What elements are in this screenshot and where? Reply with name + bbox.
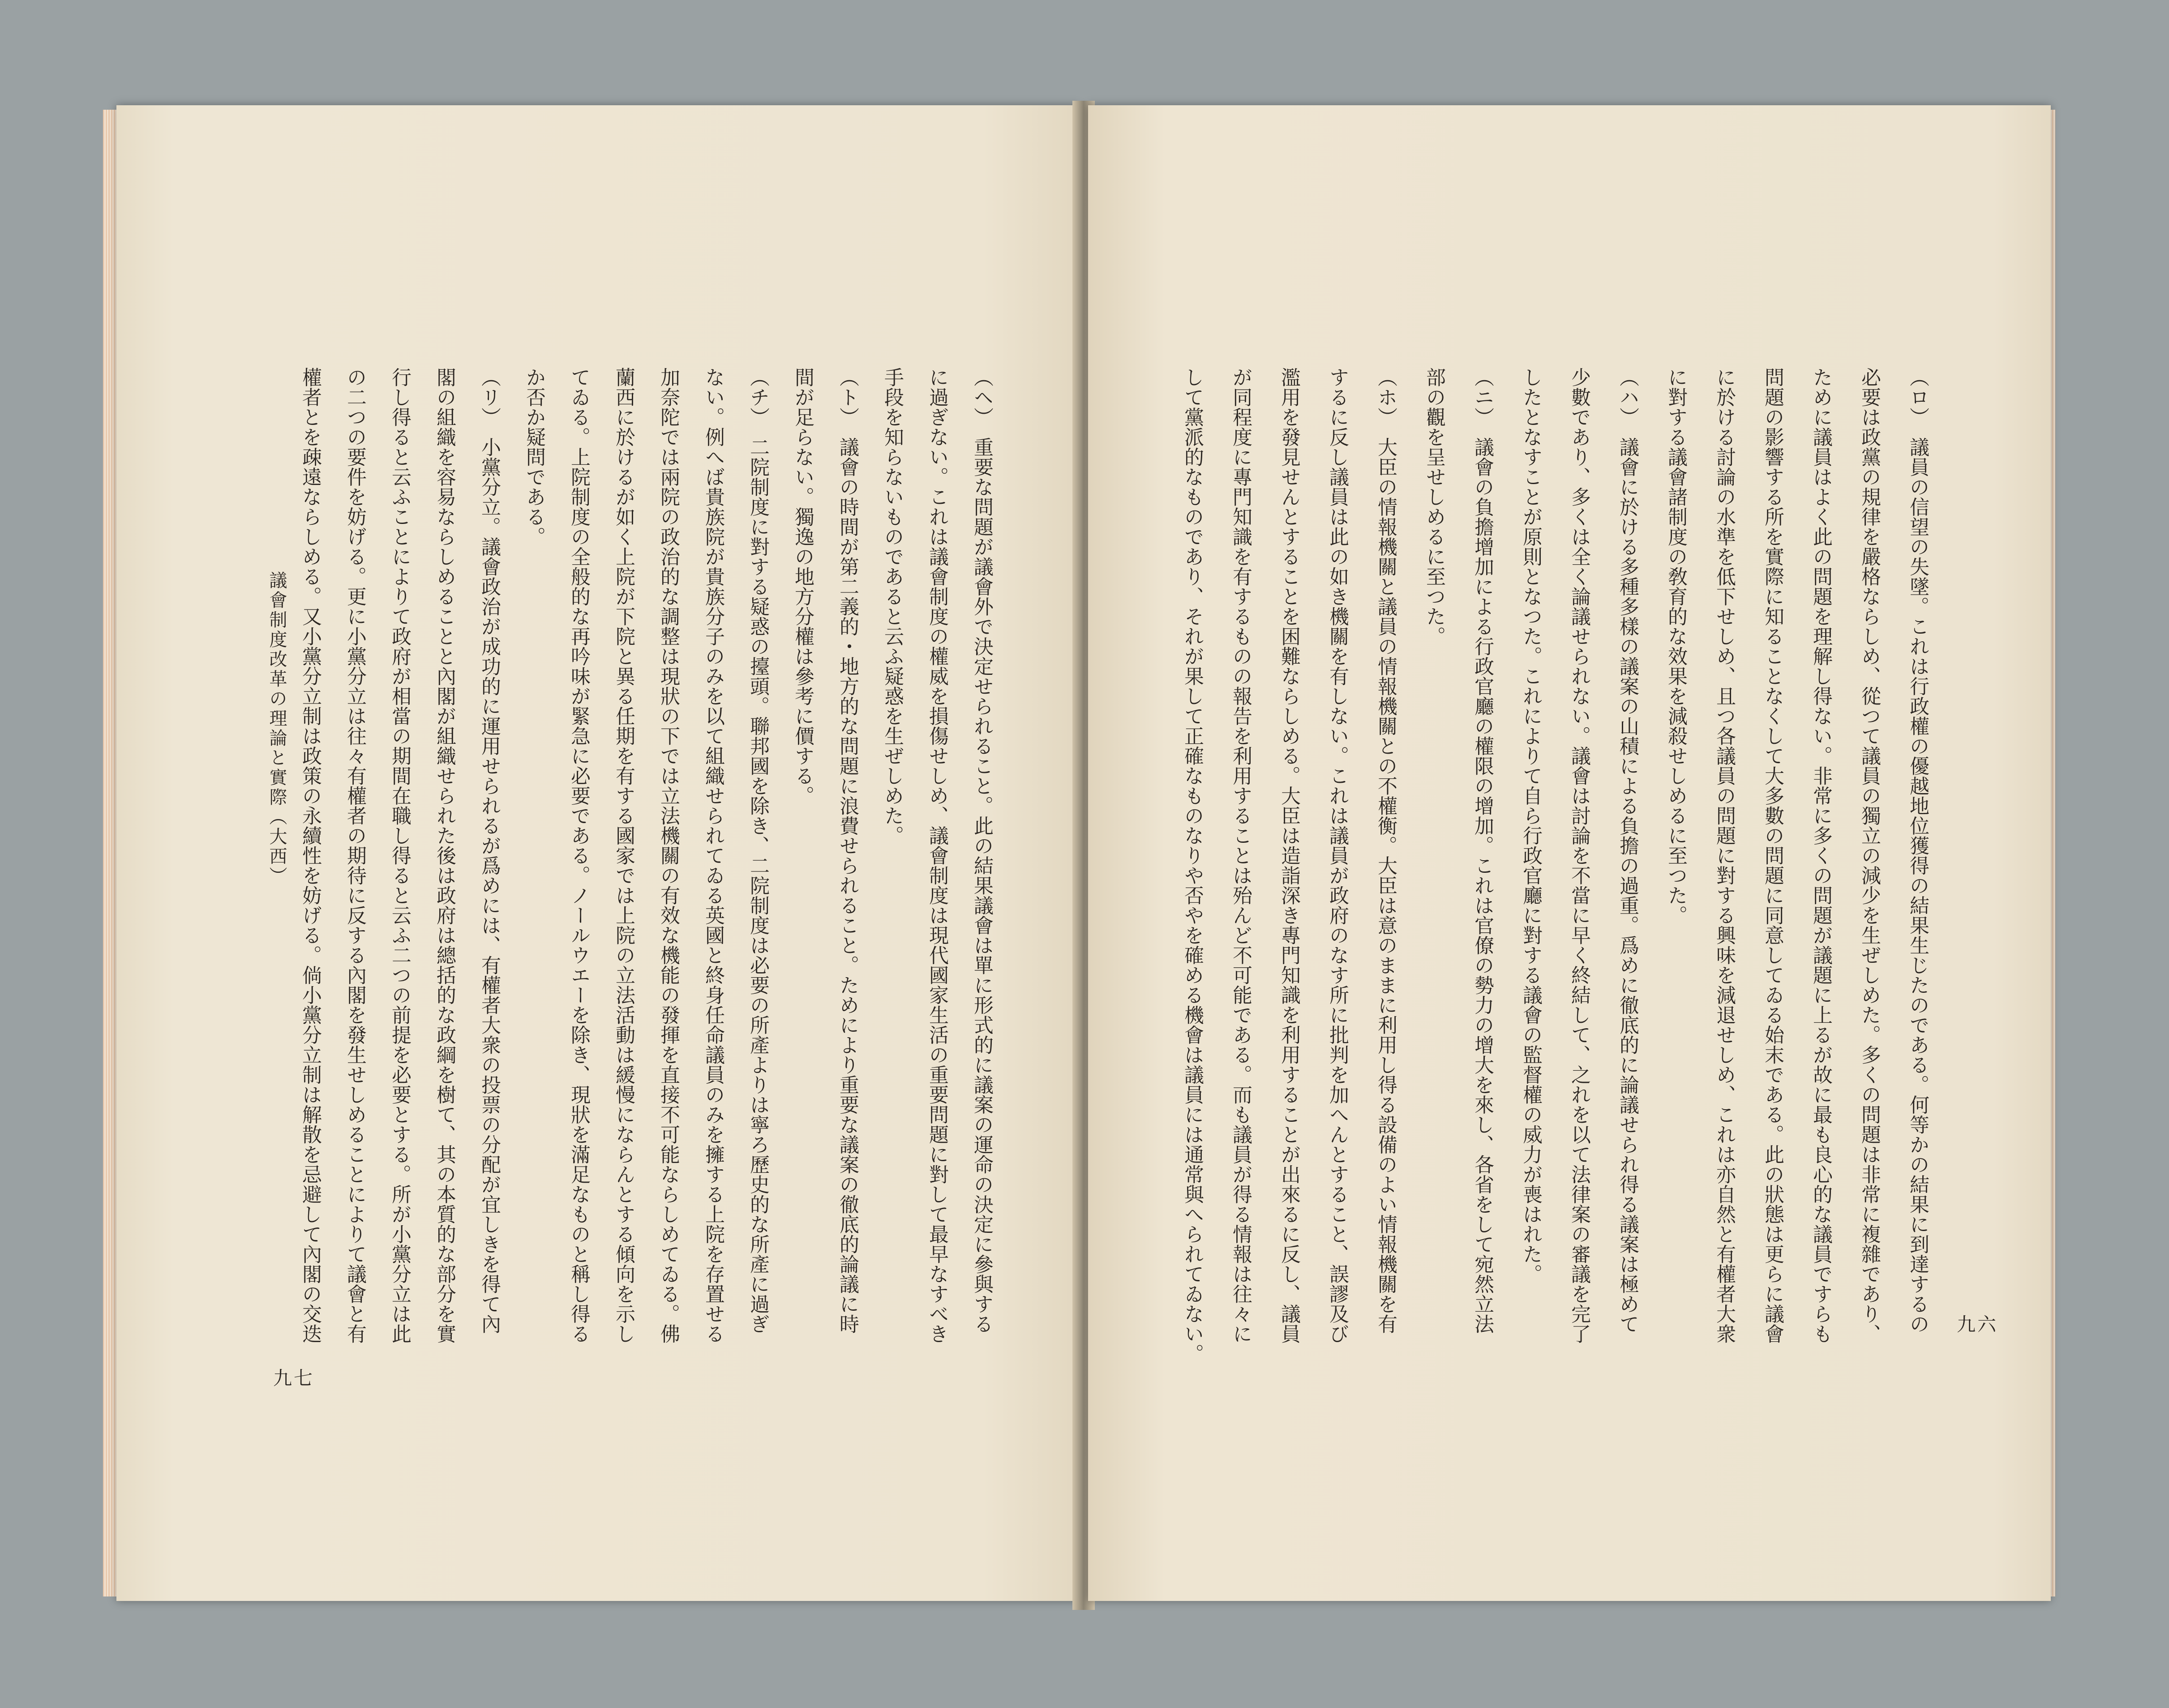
text-line: （ハ） 議會に於ける多種多樣の議案の山積による負擔の過重。爲めに徹底的に論議せられ得る議案は極めて	[1616, 367, 1639, 1334]
text-line: か否か疑問である。	[523, 367, 545, 547]
text-line: 間が足らない。獨逸の地方分權は參考に價する。	[791, 367, 814, 806]
text-line: 權者とを疎遠ならしめる。又小黨分立制は政策の永續性を妨げる。倘小黨分立制は解散を忌避して內閣の交迭	[299, 367, 321, 1344]
text-line: 部の觀を呈せしめるに至つた。	[1423, 367, 1445, 646]
text-line: （ト） 議會の時間が第二義的・地方的な問題に浪費せられること。ためにより重要な議案の徹底的論議に時	[836, 367, 859, 1334]
text-line: 手段を知らないものであると云ふ疑惑を生ぜしめた。	[881, 367, 904, 845]
text-line: ない。例へば貴族院が貴族分子のみを以て組織せられてゐる英國と終身任命議員のみを擁する上院を存置せる	[702, 367, 724, 1344]
text-line: に過ぎない。これは議會制度の權威を損傷せしめ、議會制度は現代國家生活の重要問題に對して最早なすべき	[926, 367, 948, 1344]
right-page-number: 九六	[1957, 1313, 1998, 1335]
text-line: 問題の影響する所を實際に知ることなくして大多數の問題に同意してゐる始末である。此の狀態は更らに議會	[1761, 367, 1784, 1344]
right-page	[1088, 105, 2051, 1601]
text-line: して黨派的なものであり、それが果して正確なものなりや否やを確める機會は議員には通常與へられてゐない。	[1181, 367, 1204, 1364]
text-line: （ホ） 大臣の情報機關と議員の情報機關との不權衡。大臣は意のままに利用し得る設備のよい情報機關を有	[1374, 367, 1397, 1334]
text-line: に對する議會諸制度の敎育的な效果を減殺せしめるに至つた。	[1664, 367, 1687, 925]
left-page	[116, 105, 1079, 1601]
text-line: するに反し議員は此の如き機關を有しない。これは議員が政府のなす所に批判を加へんとすること、誤謬及び	[1326, 367, 1349, 1344]
book-spread	[103, 96, 2055, 1614]
running-title: 議會制度改革の理論と實際（大西）	[266, 571, 287, 886]
text-line: に於ける討論の水準を低下せしめ、且つ各議員の問題に對する興味を減退せしめ、これは亦自然と有權者大衆	[1713, 367, 1736, 1344]
text-line: （リ） 小黨分立。議會政治が成功的に運用せられるが爲めには、有權者大衆の投票の分配が宜しきを得て內	[478, 367, 501, 1334]
left-page-number: 九七	[273, 1367, 315, 1389]
text-line: 濫用を發見せんとすることを困難ならしめる。大臣は造詣深き專門知識を利用することが出來るに反し、議員	[1277, 367, 1300, 1344]
text-line: （チ） 二院制度に對する疑惑の擡頭。聯邦國を除き、二院制度は必要の所產よりは寧ろ歷史的な所產に過ぎ	[746, 367, 769, 1334]
text-line: の二つの要件を妨げる。更に小黨分立は往々有權者の期待に反する內閣を發生せしめることによりて議會と有	[343, 367, 366, 1344]
text-line: ために議員はよく此の問題を理解し得ない。非常に多くの問題が議題に上るが故に最も良心的な議員ですらも	[1809, 367, 1832, 1344]
text-line: 加奈陀では兩院の政治的な調整は現狀の下では立法機關の有效な機能の發揮を直接不可能ならしめてゐる。佛	[657, 367, 680, 1344]
text-line: （ヘ） 重要な問題が議會外で決定せられること。此の結果議會は單に形式的に議案の運命の決定に參與する	[970, 367, 993, 1334]
text-line: が同程度に專門知識を有するものの報告を利用することは殆んど不可能である。而も議員が得る情報は往々に	[1229, 367, 1252, 1344]
text-line: 閣の組織を容易ならしめることと內閣が組織せられた後は政府は總括的な政綱を樹て、其の本質的な部分を實	[433, 367, 456, 1344]
text-line: （ニ） 議會の負擔增加による行政官廳の權限の增加。これは官僚の勢力の增大を來し、各省をして宛然立法	[1471, 367, 1494, 1334]
text-line: 必要は政黨の規律を嚴格ならしめ、從つて議員の獨立の減少を生ぜしめた。多くの問題は非常に複雜であり、	[1858, 367, 1881, 1344]
text-line: てゐる。上院制度の全般的な再吟味が緊急に必要である。ノールウエーを除き、現狀を滿足なものと稱し得る	[567, 367, 590, 1344]
text-line: 少數であり、多くは全く論議せられない。議會は討論を不當に早く終結して、之れを以て法律案の審議を完了	[1568, 367, 1590, 1344]
text-line: 蘭西に於けるが如く上院が下院と異る任期を有する國家では上院の立法活動は緩慢にならんとする傾向を示し	[612, 367, 635, 1344]
text-line: したとなすことが原則となつた。これによりて自ら行政官廳に對する議會の監督權の威力が喪はれた。	[1519, 367, 1542, 1284]
text-line: 行し得ると云ふことによりて政府が相當の期間在職し得ると云ふ二つの前提を必要とする。所が小黨分立は此	[388, 367, 411, 1344]
text-line: （ロ） 議員の信望の失墜。これは行政權の優越地位獲得の結果生じたのである。何等かの結果に到達するの	[1906, 367, 1929, 1334]
